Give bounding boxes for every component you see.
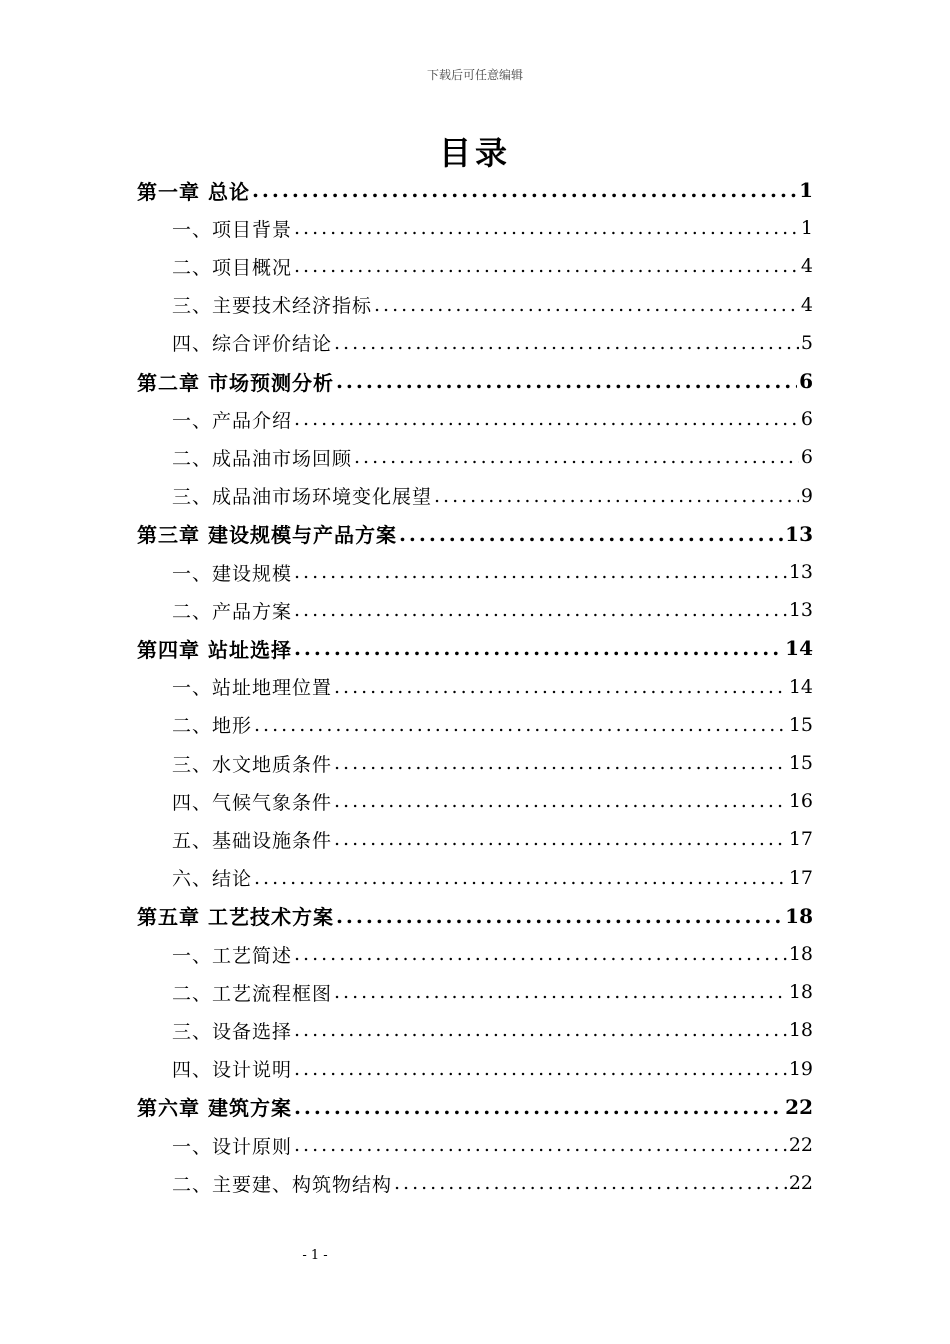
toc-section-entry[interactable] (172, 1012, 813, 1048)
toc-section-entry[interactable] (172, 974, 813, 1010)
toc-entry-label: 四、综合评价结论 (172, 333, 333, 356)
toc-entry-label: 第六章 建筑方案 (137, 1096, 292, 1121)
toc-entry-label: 一、工艺简述 (172, 944, 293, 967)
toc-section-entry[interactable] (172, 707, 813, 743)
toc-section-entry[interactable] (172, 325, 813, 361)
toc-section-entry[interactable] (172, 248, 813, 284)
toc-entry-page: 6 (800, 446, 813, 469)
toc-entry-label: 第一章 总论 (137, 179, 250, 204)
toc-entry-label: 四、气候气象条件 (172, 791, 333, 814)
toc-section-entry[interactable] (172, 860, 813, 896)
toc-entry-page: 17 (788, 828, 813, 851)
toc-entry-page: 22 (788, 1172, 813, 1195)
toc-chapter-entry[interactable] (137, 363, 813, 399)
toc-entry-page: 13 (788, 599, 813, 622)
toc-entry-label: 二、项目概况 (172, 256, 293, 279)
toc-section-entry[interactable] (172, 478, 813, 514)
toc-entry-label: 一、建设规模 (172, 562, 293, 585)
toc-leader-dots (334, 828, 787, 850)
toc-entry-label: 二、地形 (172, 715, 253, 738)
toc-entry-label: 三、设备选择 (172, 1020, 293, 1043)
toc-leader-dots (294, 217, 799, 239)
toc-section-entry[interactable] (172, 554, 813, 590)
toc-leader-dots (334, 981, 787, 1003)
toc-leader-dots (399, 522, 783, 546)
toc-section-entry[interactable] (172, 669, 813, 705)
toc-entry-page: 13 (788, 561, 813, 583)
toc-entry-label: 第三章 建设规模与产品方案 (137, 523, 397, 548)
toc-entry-page: 14 (788, 675, 813, 698)
toc-leader-dots (294, 255, 799, 277)
toc-chapter-entry[interactable] (137, 1089, 813, 1125)
toc-entry-page: 14 (785, 636, 813, 661)
toc-leader-dots (334, 332, 799, 354)
toc-leader-dots (294, 636, 783, 660)
toc-entry-label: 一、项目背景 (172, 218, 293, 241)
toc-section-entry[interactable] (172, 1051, 813, 1087)
toc-entry-label: 一、设计原则 (172, 1135, 293, 1158)
toc-entry-page: 19 (788, 1057, 813, 1080)
toc-section-entry[interactable] (172, 592, 813, 628)
toc-entry-page: 1 (799, 178, 813, 202)
toc-entry-label: 第二章 市场预测分析 (137, 370, 334, 395)
toc-entry-page: 6 (800, 408, 813, 431)
toc-section-entry[interactable] (172, 821, 813, 857)
toc-entry-label: 一、产品介绍 (172, 409, 293, 432)
toc-leader-dots (294, 599, 787, 621)
toc-entry-page: 22 (788, 1134, 813, 1156)
toc-entry-label: 三、主要技术经济指标 (172, 295, 373, 318)
toc-leader-dots (294, 943, 787, 965)
toc-section-entry[interactable] (172, 210, 813, 246)
page-number: - 1 - (302, 1248, 328, 1263)
toc-entry-label: 第四章 站址选择 (137, 637, 292, 662)
toc-leader-dots (354, 446, 799, 468)
toc-chapter-entry[interactable] (137, 516, 813, 552)
toc-leader-dots (334, 676, 787, 698)
toc-leader-dots (254, 867, 787, 889)
toc-leader-dots (334, 752, 787, 774)
toc-entry-page: 22 (785, 1094, 813, 1119)
toc-entry-label: 六、结论 (172, 868, 253, 891)
toc-entry-page: 4 (800, 293, 813, 316)
header-note: 下载后可任意编辑 (426, 68, 523, 82)
toc-leader-dots (336, 369, 797, 393)
toc-entry-page: 16 (788, 790, 813, 813)
toc-leader-dots (434, 485, 799, 507)
toc-leader-dots (394, 1172, 787, 1194)
toc-section-entry[interactable] (172, 936, 813, 972)
toc-leader-dots (254, 714, 787, 736)
toc-entry-label: 第五章 工艺技术方案 (137, 905, 334, 930)
toc-leader-dots (294, 1019, 787, 1041)
toc-chapter-entry[interactable] (137, 898, 813, 934)
toc-entry-page: 6 (799, 369, 813, 393)
page-title: 目录 (438, 134, 511, 172)
toc-entry-label: 二、产品方案 (172, 600, 293, 623)
toc-section-entry[interactable] (172, 401, 813, 437)
toc-leader-dots (294, 1058, 787, 1080)
toc-entry-page: 15 (788, 713, 813, 736)
toc-leader-dots (374, 294, 799, 316)
toc-chapter-entry[interactable] (137, 172, 813, 208)
toc-entry-page: 5 (800, 331, 813, 354)
toc-entry-label: 二、成品油市场回顾 (172, 447, 353, 470)
toc-leader-dots (294, 561, 787, 583)
toc-entry-label: 二、工艺流程框图 (172, 982, 333, 1005)
toc-section-entry[interactable] (172, 783, 813, 819)
toc-chapter-entry[interactable] (137, 630, 813, 666)
toc-entry-page: 18 (788, 1019, 813, 1042)
toc-leader-dots (294, 1134, 787, 1156)
toc-entry-page: 18 (788, 981, 813, 1004)
toc-entry-page: 4 (800, 255, 813, 278)
toc-leader-dots (334, 790, 787, 812)
toc-section-entry[interactable] (172, 1165, 813, 1201)
toc-entry-page: 9 (800, 484, 813, 507)
toc-leader-dots (294, 1095, 783, 1119)
toc-leader-dots (294, 408, 799, 430)
toc-section-entry[interactable] (172, 439, 813, 475)
toc-entry-page: 18 (788, 943, 813, 965)
toc-entry-label: 二、主要建、构筑物结构 (172, 1173, 393, 1196)
toc-entry-label: 三、成品油市场环境变化展望 (172, 486, 433, 509)
toc-entry-page: 18 (785, 903, 813, 928)
toc-leader-dots (336, 904, 783, 928)
toc-leader-dots (252, 178, 797, 202)
toc-entry-label: 四、设计说明 (172, 1059, 293, 1082)
toc-entry-page: 17 (788, 866, 813, 889)
toc-entry-page: 15 (788, 752, 813, 774)
toc-section-entry[interactable] (172, 287, 813, 323)
toc-entry-label: 三、水文地质条件 (172, 753, 333, 776)
toc-entry-label: 五、基础设施条件 (172, 829, 333, 852)
toc-entry-label: 一、站址地理位置 (172, 677, 333, 700)
toc-entry-page: 1 (800, 217, 813, 240)
toc-section-entry[interactable] (172, 1127, 813, 1163)
toc-entry-page: 13 (785, 521, 813, 546)
toc-section-entry[interactable] (172, 745, 813, 781)
